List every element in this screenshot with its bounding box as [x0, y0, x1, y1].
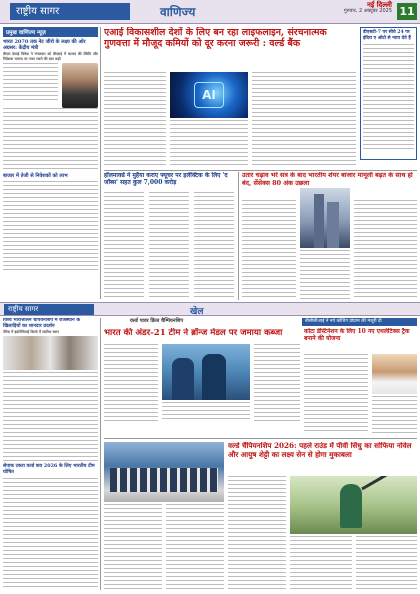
sports-main-col-a [104, 344, 158, 422]
page-header [0, 0, 420, 24]
edition-line: गुरुवार, 2 अक्टूबर 2025 [343, 8, 392, 14]
bottom-headline[interactable]: वर्ल्ड चैंपियनशिप 2026: पहले राउंड में पीवी सिंधु का सोफिया नोवेल और आयुष शेट्टी का लक्ष्य सेन से होगा मुकाबला [228, 442, 412, 459]
left-column [3, 27, 98, 299]
bottom-body-c [228, 476, 286, 590]
horizontal-rule [104, 170, 417, 171]
lead-col-3 [252, 72, 356, 168]
sports-main-caption [162, 402, 250, 422]
horizontal-rule [104, 438, 417, 439]
sports-main-body-a [104, 344, 158, 422]
mid-left-col-a [104, 192, 144, 300]
mid-right-col-c [354, 200, 417, 300]
sports-left-body [3, 372, 98, 462]
lead-col-1 [104, 72, 166, 168]
brand-label: राष्ट्रीय सागर [10, 3, 130, 20]
sports-main-headline[interactable]: भारत की अंडर-21 टीम ने ब्रॉन्ज मेडल पर जमाया कब्जा [104, 328, 283, 338]
mid-right-body-a [242, 200, 296, 300]
column-divider [100, 318, 101, 590]
mid-left-col-c [194, 192, 234, 300]
sports-right-banner: बीसीसीआई ने नये कोचिंग प्रोग्राम की मंजूरी दी [302, 318, 417, 326]
mid-right-col-a [242, 200, 296, 300]
person-photo [62, 63, 98, 108]
sports-right-body-b [372, 396, 417, 434]
team-group-photo [104, 442, 224, 502]
left-box-title: प्रमुख वाणिज्य न्यूज़ [3, 27, 98, 37]
sports-section-title: खेल [190, 307, 204, 317]
bottom-col-e [356, 536, 417, 590]
sports-right-headline[interactable]: कोटा डेस्टिनेशन के लिए 10 नए एथलेटिक्स ट्रैक बनाने की योजना [304, 328, 410, 343]
sports-left-sub: पेरिस में इंडोनेशियाई किलो में सर्वोच्च स्थान [3, 329, 60, 334]
racket-icon [361, 476, 388, 490]
sports-caption [162, 402, 250, 422]
ai-chip-icon: AI [194, 82, 224, 108]
building-photo [300, 188, 350, 248]
lead-body-1 [104, 72, 166, 168]
left-headline-2[interactable]: बाजार में तेजी से निवेशकों को लाभ [3, 173, 68, 180]
mid-right-headline[interactable]: उतार चढ़ाव भरे सत्र के बाद भारतीय शेयर बाजार मामूली बढ़त के साथ हो बंद, सेंसेक्स 80 अंक उछला [242, 172, 413, 187]
bottom-col-d [290, 536, 352, 590]
sports-main-header [104, 328, 299, 342]
badminton-photo [290, 476, 417, 534]
sports-left-headline[interactable]: विश्व भारोत्तोलन चैंपियनशिप में राजस्थान के खिलाड़ियों का शानदार प्रदर्शन [3, 318, 80, 329]
sports-sub-banner: वर्ल्ड पावर फ्रिंज चैम्पियनशिप [130, 318, 184, 324]
mid-left-body [104, 192, 234, 300]
official-portrait [372, 354, 417, 394]
sports-right-col-b [372, 396, 417, 434]
left-subhead: बीएस देसाई विवेक ने मंगलवार को बीएसई में बाजार की स्थिति और निवेशक भावना पर नजर रखने की बात कही [3, 52, 98, 61]
lead-headline[interactable]: एआई विकासशील देशों के लिए बन रहा लाइफलाइन, संरचनात्मक गुणवत्ता में मौजूद कमियों को दूर करना जरूरी : वर्ल्ड बैंक [104, 27, 327, 49]
sports-right-col-a [304, 354, 368, 434]
medal-team-photo [162, 344, 250, 400]
column-divider [238, 172, 239, 300]
bottom-col-a [104, 504, 162, 590]
sports-right-header [304, 328, 417, 352]
bottom-col-c [228, 476, 286, 590]
ai-illustration [170, 72, 248, 118]
page-number: 11 [397, 3, 417, 20]
paper-name: नई दिल्ली [366, 1, 392, 9]
left-body-text-3 [3, 181, 98, 271]
bottom-body-d [290, 536, 352, 590]
sports-brand: राष्ट्रीय सागर [4, 304, 94, 315]
sports-header [0, 302, 420, 316]
section-title: वाणिज्य [160, 5, 196, 19]
left-headline[interactable]: भारत 2070 तक नेट जीरो के लक्ष्य की ओर अग्रसर: केंद्रीय मंत्री [3, 39, 86, 51]
sports-left-body-2 [3, 478, 98, 588]
left-body-text [3, 63, 58, 103]
mid-right-body-b [300, 250, 350, 300]
right-box-body [363, 44, 414, 152]
mid-left-header [104, 172, 234, 190]
lead-col-2 [170, 120, 248, 168]
sports-main-col-c [254, 344, 300, 422]
sports-main-body-c [254, 344, 300, 422]
lead-body-2 [170, 120, 248, 168]
mid-left-col-b [149, 192, 189, 300]
mid-left-headline[interactable]: हॉलमार्क्ड ने मुहैया कराए फ्यूचर पर इलेक्टिक के लिए 'द जॉब्स' सहत कुल 7,000 करोड़ [104, 172, 228, 187]
bottom-body-a [104, 504, 162, 590]
athletes-photo [3, 336, 98, 370]
right-info-box [360, 27, 417, 160]
sports-left-column [3, 318, 98, 590]
right-box-title[interactable]: डीएसटी-7 पर सीधे 24 पर इंदिरा ए ऑटो से न्याय देते हैं [363, 30, 411, 41]
mid-right-col-b [300, 250, 350, 300]
bottom-body-b [166, 504, 224, 590]
left-body-text-2 [3, 108, 98, 170]
mid-right-body-c [354, 200, 417, 300]
sports-bottom-left-headline[interactable]: सेपाक टकरा वर्ल्ड कप 2026 के लिए भारतीय टीम घोषित [3, 463, 95, 475]
bottom-body-e [356, 536, 417, 590]
sports-right-body-a [304, 354, 368, 434]
masthead [344, 2, 392, 14]
lead-body-3 [252, 72, 356, 168]
column-divider [100, 27, 101, 299]
bottom-header [228, 442, 417, 474]
bottom-col-b [166, 504, 224, 590]
